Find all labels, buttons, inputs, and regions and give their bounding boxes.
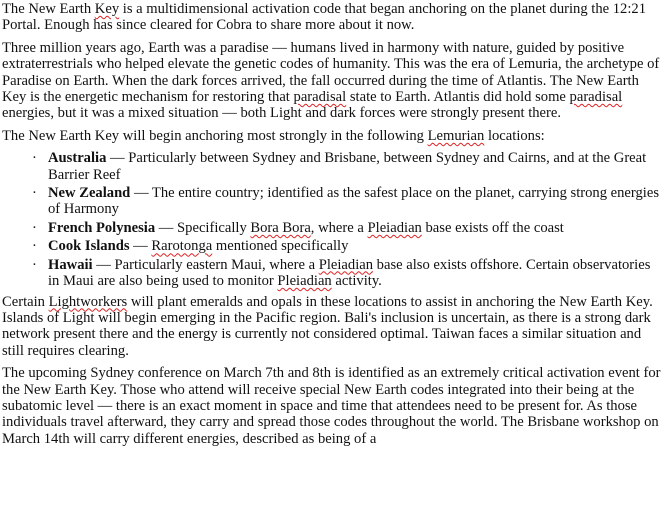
list-item-text: — The entire country; identified as the safest place on the planet, carrying strong energies of Harmony	[48, 185, 660, 218]
list-item-term: Cook Islands	[48, 238, 130, 255]
paragraph-intro	[2, 1, 661, 34]
list-item-text: mentioned specifically	[212, 238, 349, 255]
bullet-icon: ·	[32, 150, 37, 167]
bullet-icon: ·	[32, 256, 37, 273]
spellcheck-word: Lightworkers	[48, 293, 128, 310]
text-span: The New Earth	[2, 1, 95, 17]
list-item-french-polynesia	[2, 220, 661, 236]
spellcheck-word: Key	[94, 1, 120, 17]
paragraph-locations-intro	[2, 128, 661, 144]
list-item-text: base also exists offshore. Certain observatories in Maui are also being used to monitor	[48, 256, 651, 290]
text-span: Three million years ago, Earth was a paradise — humans lived in harmony with nature, guided by positive extraterrestrials who helped elevate the genetic codes of humanity. This was the era of Lemuria, the archetype of Paradise on Earth. When the dark forces arrived, the fall occurred during the time of Atlantis. The New Earth Key is the energetic mechanism for restoring that	[2, 39, 660, 106]
spellcheck-word: Bora Bora	[250, 219, 311, 236]
paragraph-sydney-conference	[2, 365, 661, 447]
text-span: The New Earth Key will begin anchoring most strongly in the following	[2, 127, 428, 144]
list-item-text: — Specifically	[155, 219, 251, 236]
bullet-icon: ·	[32, 219, 37, 236]
document-body	[0, 1, 663, 447]
list-item-new-zealand	[2, 185, 661, 218]
list-item-term: New Zealand	[48, 185, 131, 202]
spellcheck-word: Pleiadian	[277, 273, 332, 290]
spellcheck-word: Rarotonga	[151, 238, 213, 255]
list-item-term: French Polynesia	[48, 219, 156, 236]
list-item-text: activity.	[331, 273, 382, 290]
spellcheck-word: paradisal	[293, 89, 347, 106]
text-span: is a multidimensional activation code that began anchoring on the planet during the 12:21 Portal. Enough has since cleared for Cobra to share more about it now.	[2, 1, 646, 34]
spellcheck-word: Pleiadian	[367, 219, 422, 236]
text-span: will plant emeralds and opals in these locations to assist in anchoring the New Earth Key. Islands of Light will begin emerging in the Pacific region. Bali's inclusion is uncertain, as there is a strong dark network present there and the energy is currently not considered optimal. Taiwan faces a similar situation and still requires clearing.	[2, 293, 653, 359]
text-span: Certain	[2, 293, 49, 310]
spellcheck-word: Lemurian	[427, 127, 485, 144]
locations-list	[2, 150, 661, 289]
list-item-term: Australia	[48, 150, 107, 167]
text-span: state to Earth. Atlantis did hold some	[346, 89, 570, 106]
list-item-text: —	[129, 238, 152, 255]
list-item-text: — Particularly eastern Maui, where a	[92, 256, 319, 273]
spellcheck-word: Pleiadian	[318, 256, 374, 273]
paragraph-lightworkers	[2, 294, 661, 360]
list-item-text: — Particularly between Sydney and Brisbane, between Sydney and Cairns, and at the Great Barrier Reef	[48, 150, 647, 183]
text-span: The upcoming Sydney conference on March 7th and 8th is identified as an extremely critical activation event for the New Earth Key. Those who attend will receive special New Earth codes integrated into their being at the subatomic level — there is an exact moment in space and time that attendees need to be present for. As those individuals travel afterward, they carry and spread those codes throughout the world. The Brisbane workshop on March 14th will carry different energies, described as being of a	[2, 365, 661, 447]
list-item-text: base exists off the coast	[421, 219, 564, 236]
spellcheck-word: paradisal	[569, 89, 623, 106]
text-span: locations:	[484, 127, 545, 144]
paragraph-lemuria	[2, 40, 661, 122]
list-item-australia	[2, 150, 661, 183]
bullet-icon: ·	[32, 185, 37, 202]
list-item-term: Hawaii	[48, 256, 93, 273]
list-item-cook-islands	[2, 238, 661, 254]
list-item-hawaii	[2, 257, 661, 290]
bullet-icon: ·	[32, 238, 37, 255]
text-span: energies, but it was a mixed situation — both Light and dark forces were strongly present there.	[2, 105, 562, 122]
list-item-text: , where a	[310, 219, 368, 236]
